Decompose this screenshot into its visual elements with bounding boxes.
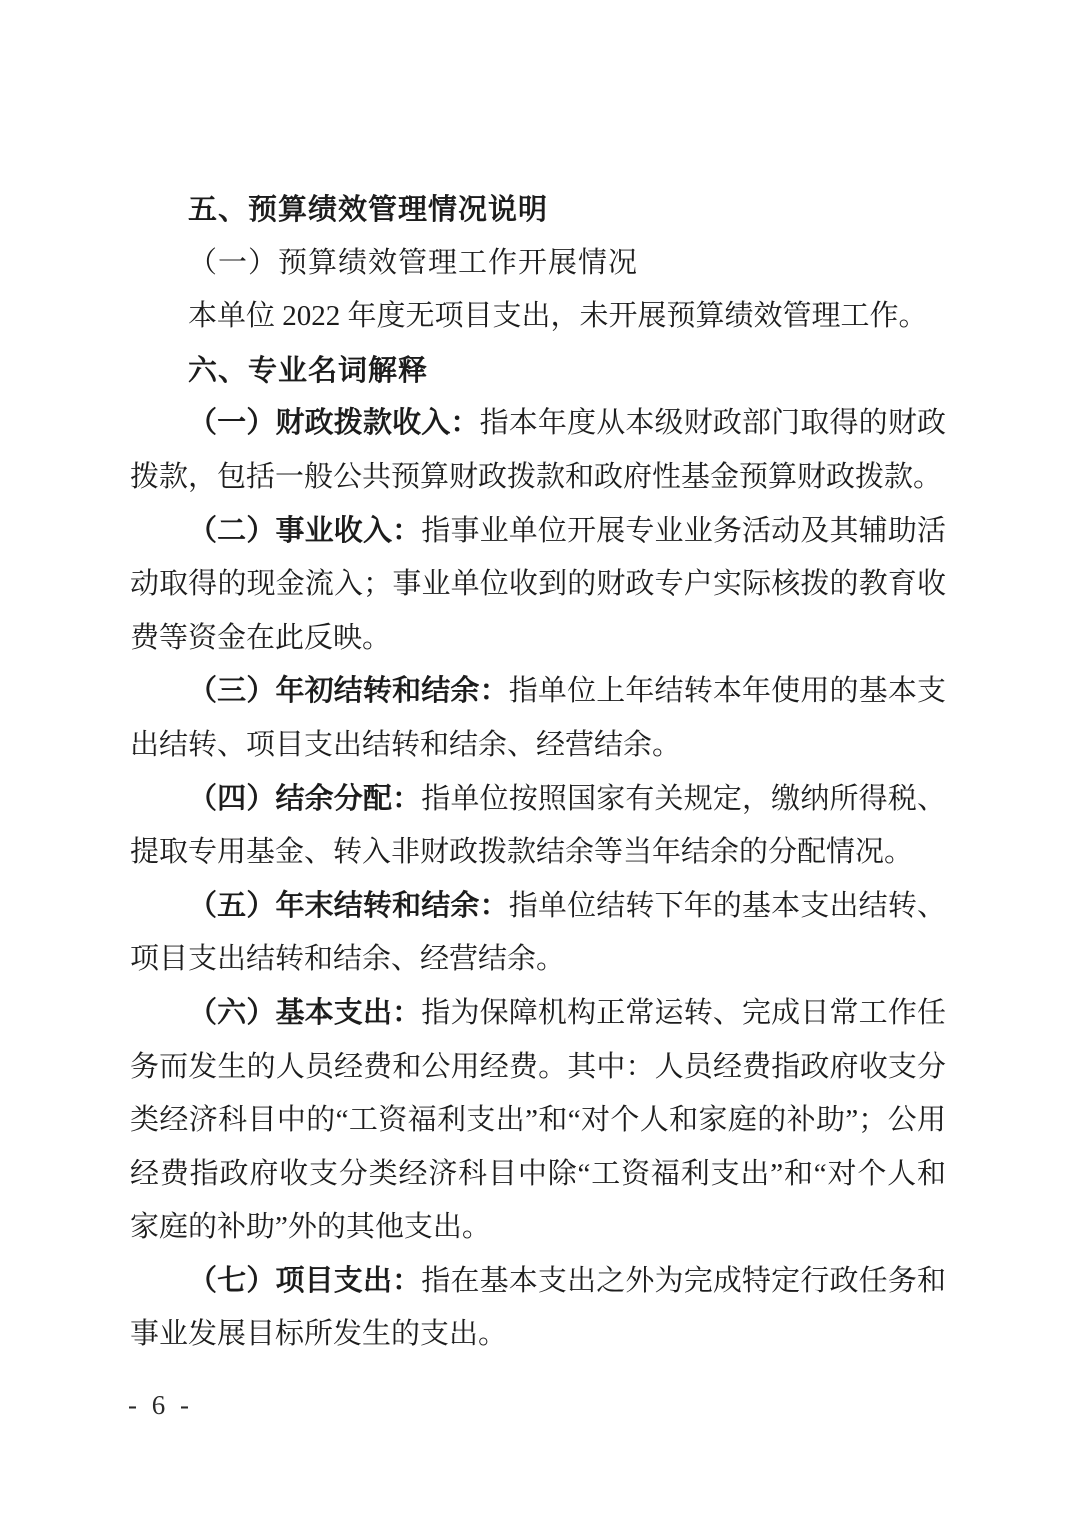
glossary-term-paragraph-7 [130, 1255, 946, 1362]
glossary-term-paragraph-4 [130, 773, 946, 880]
term-label: （五）年末结转和结余： [188, 889, 509, 922]
term-definition: 指在基本支出之外为完成特定行政任务和事业发展目标所发生的支出。 [130, 1264, 946, 1351]
glossary-term-paragraph-6 [130, 987, 946, 1255]
glossary-term-paragraph-1 [130, 397, 946, 504]
section5-subheading: （一）预算绩效管理工作开展情况 [188, 246, 639, 279]
term-label: （三）年初结转和结余： [188, 675, 509, 708]
term-label: （四）结余分配： [188, 782, 422, 815]
text-content [130, 183, 946, 1362]
term-definition: 指事业单位开展专业业务活动及其辅助活动取得的现金流入；事业单位收到的财政专户实际核拨的教育收费等资金在此反映。 [130, 514, 946, 654]
page-number: - 6 - [128, 1390, 193, 1420]
term-label: （二）事业收入： [188, 514, 422, 547]
term-definition: 指单位上年结转本年使用的基本支出结转、项目支出结转和结余、经营结余。 [130, 675, 946, 761]
term-definition: 指本年度从本级财政部门取得的财政拨款，包括一般公共预算财政拨款和政府性基金预算财政拨款。 [130, 407, 946, 493]
term-label: （六）基本支出： [188, 996, 422, 1029]
term-definition: 指为保障机构正常运转、完成日常工作任务而发生的人员经费和公用经费。其中：人员经费指政府收支分类经济科目中的“工资福利支出”和“对个人和家庭的补助”；公用经费指政府收支分类经济科目中除“工资福利支出”和“对个人和家庭的补助”外的其他支出。 [130, 996, 946, 1244]
term-definition: 指单位按照国家有关规定，缴纳所得税、提取专用基金、转入非财政拨款结余等当年结余的分配情况。 [130, 782, 946, 869]
term-label: （七）项目支出： [188, 1264, 422, 1297]
glossary-term-paragraph-2 [130, 505, 946, 666]
glossary-term-paragraph-5 [130, 880, 946, 987]
section5-statement: 本单位 2022 年度无项目支出，未开展预算绩效管理工作。 [188, 300, 928, 333]
term-label: （一）财政拨款收入： [188, 407, 480, 440]
section6-heading: 六、专业名词解释 [188, 352, 429, 387]
term-definition: 指单位结转下年的基本支出结转、项目支出结转和结余、经营结余。 [130, 889, 946, 976]
section5-heading: 五、预算绩效管理情况说明 [188, 192, 549, 226]
glossary-term-paragraph-3 [130, 665, 946, 772]
